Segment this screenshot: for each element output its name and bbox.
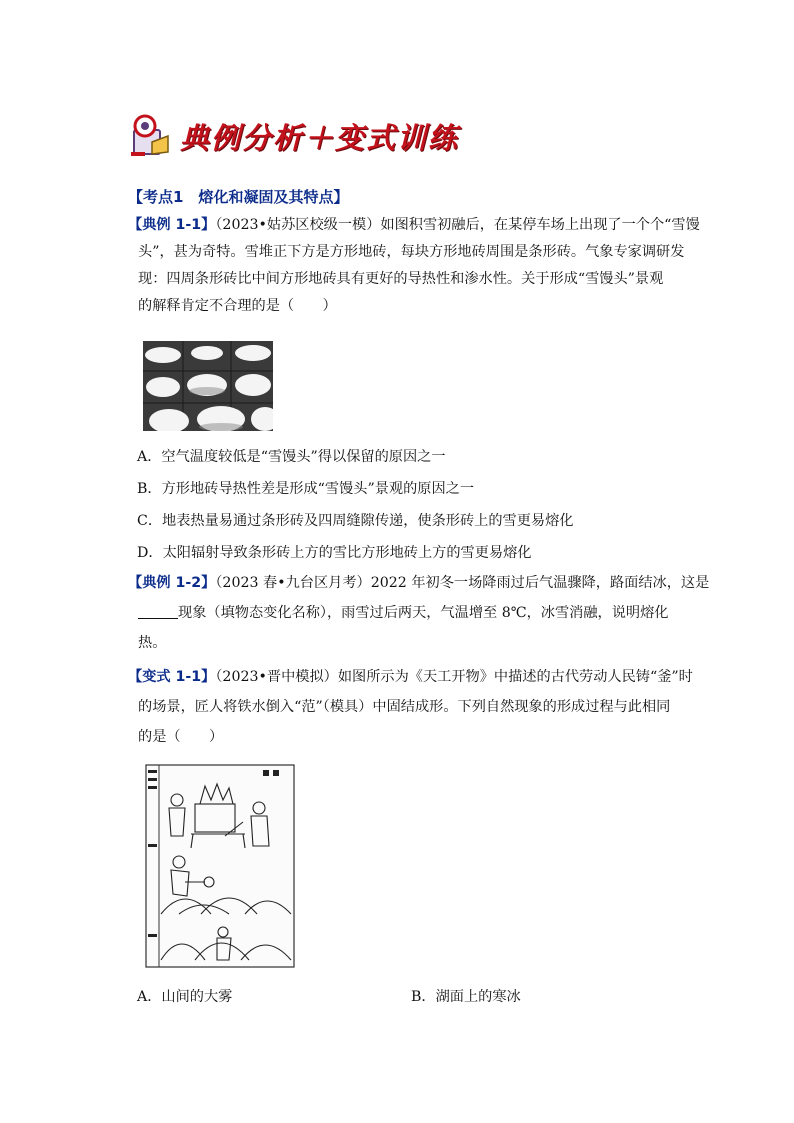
q1-option-a: A．空气温度较低是“雪馒头”得以保留的原因之一	[137, 449, 446, 465]
q2-line-2: 现象（填物态变化名称），雨雪过后两天，气温增至 8℃，冰雪消融，说明熔化	[138, 602, 669, 622]
q3-line-3: 的是（ ）	[138, 729, 224, 745]
q3-option-b: B．湖面上的寒冰	[411, 989, 521, 1005]
q1-option-b: B．方形地砖导热性差是形成“雪馒头”景观的原因之一	[137, 481, 475, 497]
q1-line-4: 的解释肯定不合理的是（ ）	[138, 298, 337, 314]
snow-mounds-photo	[143, 341, 273, 431]
q3-option-a: A．山间的大雾	[137, 989, 233, 1005]
banner-title: 典例分析＋变式训练	[180, 121, 460, 155]
q1-option-d: D．太阳辐射导致条形砖上方的雪比方形地砖上方的雪更易熔化	[137, 545, 532, 561]
q3-line-1: 【变式 1-1】（2023•晋中模拟）如图所示为《天工开物》中描述的古代劳动人民铸“釜”时	[128, 669, 693, 685]
answer-blank	[138, 604, 178, 619]
q1-tag: 【典例 1-1】	[128, 217, 216, 233]
section-banner	[128, 112, 488, 160]
q2-line-3: 热。	[138, 635, 167, 651]
q2-tag: 【典例 1-2】	[128, 575, 216, 591]
book-compass-icon	[128, 112, 174, 158]
q1-line-1: 【典例 1-1】（2023•姑苏区校级一模）如图积雪初融后，在某停车场上出现了一个个“雪馒	[128, 217, 700, 233]
q1-option-c: C．地表热量易通过条形砖及四周缝隙传递，使条形砖上的雪更易熔化	[137, 513, 574, 529]
q2-line-1: 【典例 1-2】（2023 春•九台区月考）2022 年初冬一场降雨过后气温骤降，路面结冰，这是	[128, 575, 710, 591]
q3-line-2: 的场景，匠人将铁水倒入“范”（模具）中固结成形。下列自然现象的形成过程与此相同	[138, 699, 671, 715]
topic-heading: 【考点1 熔化和凝固及其特点】	[128, 188, 349, 206]
q1-line-3: 现：四周条形砖比中间方形地砖具有更好的导热性和渗水性。关于形成“雪馒头”景观	[138, 271, 664, 287]
q3-tag: 【变式 1-1】	[128, 669, 216, 685]
q1-line-2: 头”，甚为奇特。雪堆正下方是方形地砖，每块方形地砖周围是条形砖。气象专家调研发	[138, 244, 685, 260]
ancient-casting-illustration	[145, 764, 295, 968]
